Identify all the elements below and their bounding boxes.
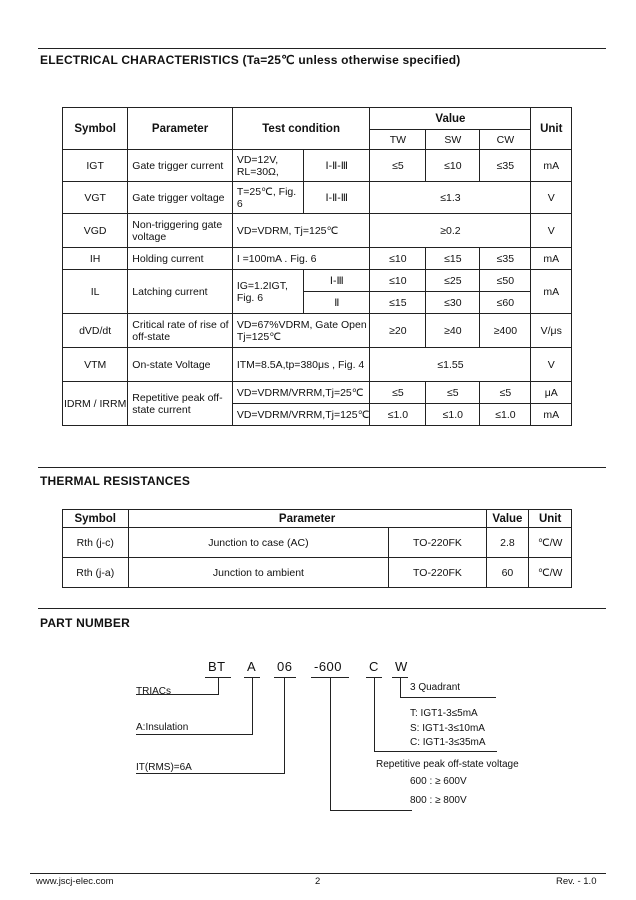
cond-cell: IG=1.2IGT, Fig. 6 [232, 270, 303, 314]
sw-cell: ≤15 [426, 248, 480, 270]
quadrant-cell: Ⅰ-Ⅲ [304, 270, 370, 292]
unit-cell: ℃/W [529, 558, 572, 588]
tw-cell: ≤10 [370, 248, 426, 270]
col-parameter: Parameter [128, 108, 233, 150]
label-rep-voltage: Repetitive peak off-state voltage [376, 759, 519, 770]
unit-cell: mA [531, 248, 572, 270]
thermal-rule [38, 467, 606, 468]
cond-cell: VD=12V, RL=30Ω, [232, 150, 303, 182]
label-600v: 600 : ≥ 600V [410, 776, 467, 787]
col-unit: Unit [531, 108, 572, 150]
connector-600 [330, 677, 331, 810]
col-test-condition: Test condition [232, 108, 370, 150]
param-cell: Latching current [128, 270, 233, 314]
electrical-title: ELECTRICAL CHARACTERISTICS (Ta=25℃ unless otherwise specified) [40, 53, 461, 67]
table-row [63, 248, 572, 270]
tw-cell: ≤1.0 [370, 404, 426, 426]
param-cell: Critical rate of rise of off-state [128, 314, 233, 348]
cw-cell: ≤50 [480, 270, 531, 292]
connector-a [252, 677, 253, 734]
cw-cell: ≤5 [480, 382, 531, 404]
col-value: Value [370, 108, 531, 130]
sw-cell: ≤5 [426, 382, 480, 404]
label-triacs: TRIACs [136, 686, 171, 697]
table-row [63, 558, 572, 588]
cw-cell: ≥400 [480, 314, 531, 348]
unit-cell: mA [531, 270, 572, 314]
pn-600: -600 [314, 659, 343, 674]
cw-cell: ≤35 [480, 248, 531, 270]
label-quadrant: 3 Quadrant [410, 682, 461, 693]
param-cell: On-state Voltage [128, 348, 233, 382]
table-row [63, 182, 572, 214]
param-cell: Repetitive peak off-state current [128, 382, 233, 426]
param-cell: Junction to case (AC) [128, 528, 389, 558]
symbol-cell: VGD [63, 214, 128, 248]
footer-rev: Rev. - 1.0 [556, 876, 597, 887]
sw-cell: ≤10 [426, 150, 480, 182]
cond-cell: VD=VDRM, Tj=125℃ [232, 214, 370, 248]
pn-w: W [395, 659, 408, 674]
cond-cell: VD=VDRM/VRRM,Tj=125℃ [232, 404, 370, 426]
tw-cell: ≤5 [370, 150, 426, 182]
unit-cell: μA [531, 382, 572, 404]
table-row [63, 314, 572, 348]
package-cell: TO-220FK [389, 528, 486, 558]
pn-a: A [247, 659, 257, 674]
cond-cell: VD=VDRM/VRRM,Tj=25℃ [232, 382, 370, 404]
pn-c: C [369, 659, 379, 674]
value-cell: ≤1.55 [370, 348, 531, 382]
unit-cell: V [531, 214, 572, 248]
quadrant-cell: Ⅰ-Ⅱ-Ⅲ [304, 182, 370, 214]
th-value: Value [486, 510, 529, 528]
symbol-cell: IDRM / IRRM [63, 382, 128, 426]
label-insulation: A:Insulation [136, 722, 189, 733]
connector-bt [218, 677, 219, 694]
cond-cell: ITM=8.5A,tp=380μs , Fig. 4 [232, 348, 370, 382]
unit-cell: V/μs [531, 314, 572, 348]
connector-w-h [400, 697, 496, 698]
col-tw: TW [370, 130, 426, 150]
connector-c-h [374, 751, 497, 752]
col-symbol: Symbol [63, 108, 128, 150]
th-symbol: Symbol [63, 510, 129, 528]
table-row [63, 382, 572, 404]
param-cell: Junction to ambient [128, 558, 389, 588]
connector-c [374, 677, 375, 751]
quadrant-cell: Ⅱ [304, 292, 370, 314]
package-cell: TO-220FK [389, 558, 486, 588]
unit-cell: ℃/W [529, 528, 572, 558]
footer-rule [30, 873, 606, 874]
unit-cell: V [531, 182, 572, 214]
label-t-line: T: IGT1-3≤5mA [410, 708, 478, 719]
th-unit: Unit [529, 510, 572, 528]
col-cw: CW [480, 130, 531, 150]
label-c-line: C: IGT1-3≤35mA [410, 737, 486, 748]
thermal-table [62, 509, 572, 588]
connector-w [400, 677, 401, 697]
connector-06-h [136, 773, 285, 774]
param-cell: Non-triggering gate voltage [128, 214, 233, 248]
table-row [63, 150, 572, 182]
pn-06: 06 [277, 659, 293, 674]
tw-cell: ≤10 [370, 270, 426, 292]
label-it: IT(RMS)=6A [136, 762, 192, 773]
connector-06 [284, 677, 285, 773]
value-cell: ≤1.3 [370, 182, 531, 214]
unit-cell: V [531, 348, 572, 382]
unit-cell: mA [531, 404, 572, 426]
part-rule [38, 608, 606, 609]
thermal-title: THERMAL RESISTANCES [40, 474, 191, 488]
param-cell: Holding current [128, 248, 233, 270]
cond-cell: T=25℃, Fig. 6 [232, 182, 303, 214]
connector-600-h [330, 810, 412, 811]
electrical-table [62, 107, 572, 426]
symbol-cell: IL [63, 270, 128, 314]
param-cell: Gate trigger current [128, 150, 233, 182]
sw-cell: ≤30 [426, 292, 480, 314]
table-row [63, 270, 572, 292]
sw-cell: ≤25 [426, 270, 480, 292]
th-parameter: Parameter [128, 510, 486, 528]
footer-url: www.jscj-elec.com [36, 876, 114, 887]
pn-bt: BT [208, 659, 226, 674]
symbol-cell: VTM [63, 348, 128, 382]
table-row [63, 348, 572, 382]
cw-cell: ≤35 [480, 150, 531, 182]
symbol-cell: VGT [63, 182, 128, 214]
symbol-cell: IGT [63, 150, 128, 182]
cw-cell: ≤60 [480, 292, 531, 314]
param-cell: Gate trigger voltage [128, 182, 233, 214]
cond-cell: VD=67%VDRM, Gate Open Tj=125℃ [232, 314, 370, 348]
symbol-cell: IH [63, 248, 128, 270]
col-sw: SW [426, 130, 480, 150]
value-cell: ≥0.2 [370, 214, 531, 248]
symbol-cell: dVD/dt [63, 314, 128, 348]
quadrant-cell: Ⅰ-Ⅱ-Ⅲ [304, 150, 370, 182]
symbol-cell: Rth (j-a) [63, 558, 129, 588]
cw-cell: ≤1.0 [480, 404, 531, 426]
table-row [63, 214, 572, 248]
footer-page: 2 [315, 876, 321, 887]
tw-cell: ≤15 [370, 292, 426, 314]
label-s-line: S: IGT1-3≤10mA [410, 723, 485, 734]
cond-cell: I =100mA . Fig. 6 [232, 248, 370, 270]
top-rule [38, 48, 606, 49]
table-row [63, 528, 572, 558]
connector-a-h [136, 734, 253, 735]
sw-cell: ≥40 [426, 314, 480, 348]
tw-cell: ≤5 [370, 382, 426, 404]
underline-06 [274, 677, 296, 678]
unit-cell: mA [531, 150, 572, 182]
tw-cell: ≥20 [370, 314, 426, 348]
symbol-cell: Rth (j-c) [63, 528, 129, 558]
label-800v: 800 : ≥ 800V [410, 795, 467, 806]
value-cell: 60 [486, 558, 529, 588]
part-title: PART NUMBER [40, 616, 130, 630]
sw-cell: ≤1.0 [426, 404, 480, 426]
value-cell: 2.8 [486, 528, 529, 558]
